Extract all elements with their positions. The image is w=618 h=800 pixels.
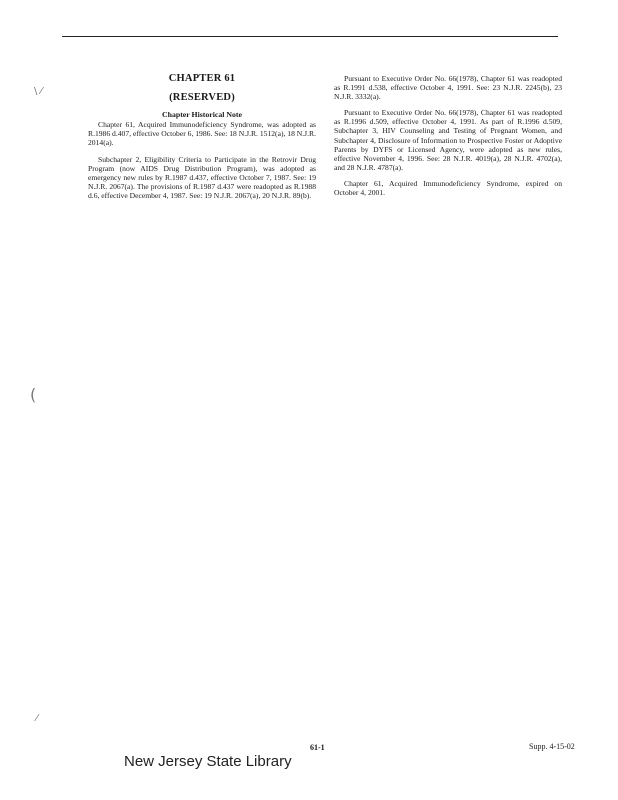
paragraph: Chapter 61, Acquired Immunodeficiency Syndrome, was adopted as R.1986 d.407, effective October 6, 1986. See: 18 N.J.R. 1512(a), 18 N.J.R. 2014(a). [88,120,316,148]
library-stamp: New Jersey State Library [124,753,292,770]
page-number: 61-1 [310,743,325,752]
paragraph: Chapter 61, Acquired Immunodeficiency Syndrome, expired on October 4, 2001. [334,178,562,198]
right-column [334,74,562,204]
paragraph: Pursuant to Executive Order No. 66(1978), Chapter 61 was readopted as R.1996 d.509, effective October 4, 1991. As part of R.1996 d.509, Subchapter 3, HIV Counseling and Testing of Pregnant Women, and Subchapter 4, Disclosure of Information to Prospective Foster or Adoptive Parents by DYFS or Licensed Agency, were adopted as new rules, effective November 4, 1996. See: 28 N.J.R. 4019(a), 28 N.J.R. 4702(a), and 28 N.J.R. 4787(a). [334,108,562,172]
historical-note-heading: Chapter Historical Note [162,110,242,120]
punch-mark: ⁄ [36,713,38,724]
punch-mark: ( [30,385,37,404]
paragraph: Pursuant to Executive Order No. 66(1978), Chapter 61 was readopted as R.1991 d.538, effective October 4, 1991. See: 23 N.J.R. 2245(b), 23 N.J.R. 3332(a). [334,74,562,102]
chapter-title: CHAPTER 61 [168,73,236,84]
chapter-status: (RESERVED) [169,92,235,104]
paragraph: Subchapter 2, Eligibility Criteria to Participate in the Retrovir Drug Program (now AIDS Drug Distribution Program), was adopted as emergency new rules by R.1987 d.437, effective October 7, 1987. See: 19 N.J.R. 2067(a). The provisions of R.1987 d.437 were readopted as R.1988 d.6, effective December 4, 1987. See: 19 N.J.R. 2067(a), 20 N.J.R. 89(b). [88,154,316,200]
punch-mark: \ ⁄ [34,86,43,97]
top-rule [62,36,558,37]
supplement-date: Supp. 4-15-02 [529,742,575,751]
left-column [88,74,316,207]
